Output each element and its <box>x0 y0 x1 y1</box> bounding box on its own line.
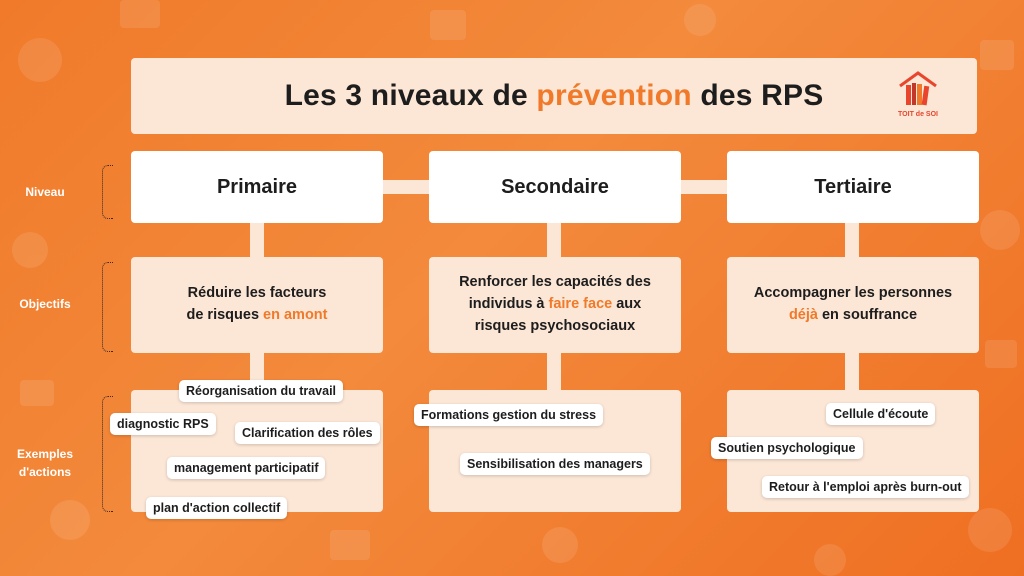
example-pill: management participatif <box>167 457 325 479</box>
objective-secondaire-line2-end: aux <box>612 296 642 313</box>
title-banner <box>131 58 977 134</box>
objective-secondaire <box>429 257 681 353</box>
connector-tertiaire-down-1 <box>845 223 859 257</box>
examples-primaire-panel <box>131 390 383 512</box>
example-pill: plan d'action collectif <box>146 497 287 519</box>
objective-tertiaire-line1: Accompagner les personnes <box>753 285 953 302</box>
objective-tertiaire <box>727 257 979 353</box>
page-title <box>285 79 824 113</box>
objective-primaire-accent: en amont <box>263 307 328 323</box>
objective-secondaire-accent: faire face <box>548 296 613 313</box>
objective-tertiaire-line2: en souffrance <box>817 307 918 323</box>
level-tertiaire: Tertiaire <box>727 151 979 223</box>
objective-secondaire-line1: Renforcer les capacités des <box>459 274 651 291</box>
house-books-icon <box>896 70 940 108</box>
objective-secondaire-line3: risques psychosociaux <box>474 317 636 334</box>
example-pill: Réorganisation du travail <box>179 380 343 402</box>
title-text-accent: prévention <box>536 79 692 112</box>
example-pill: Clarification des rôles <box>235 422 380 444</box>
objective-secondaire-line2: individus à <box>468 296 549 313</box>
label-exemples: Exemples d'actions <box>16 447 74 479</box>
logo-text: TOIT de SOI <box>898 111 938 118</box>
level-secondaire: Secondaire <box>429 151 681 223</box>
connector-tertiaire-down-2 <box>845 353 859 390</box>
label-objectifs: Objectifs <box>19 297 71 311</box>
objective-tertiaire-accent: déjà <box>788 307 818 323</box>
example-pill: Cellule d'écoute <box>826 403 935 425</box>
example-pill: Sensibilisation des managers <box>460 453 650 475</box>
objective-primaire-line1: Réduire les facteurs <box>187 285 327 302</box>
title-text-end: des RPS <box>691 79 824 112</box>
example-pill: Soutien psychologique <box>711 437 863 459</box>
connector-level-1-2 <box>383 180 429 194</box>
example-pill: diagnostic RPS <box>110 413 216 435</box>
title-text-start: Les 3 niveaux de <box>284 79 537 112</box>
connector-secondaire-down-1 <box>547 223 561 257</box>
example-pill: Retour à l'emploi après burn-out <box>762 476 969 498</box>
bracket-objectifs <box>102 262 113 352</box>
level-primaire: Primaire <box>131 151 383 223</box>
example-pill: Formations gestion du stress <box>414 404 603 426</box>
label-niveau: Niveau <box>25 185 65 199</box>
connector-secondaire-down-2 <box>547 353 561 390</box>
connector-level-2-3 <box>681 180 727 194</box>
objective-primaire-line2: de risques <box>186 307 264 323</box>
connector-primaire-down-1 <box>250 223 264 257</box>
toit-de-soi-logo <box>889 70 947 120</box>
bracket-niveau <box>102 165 113 219</box>
objective-primaire <box>131 257 383 353</box>
